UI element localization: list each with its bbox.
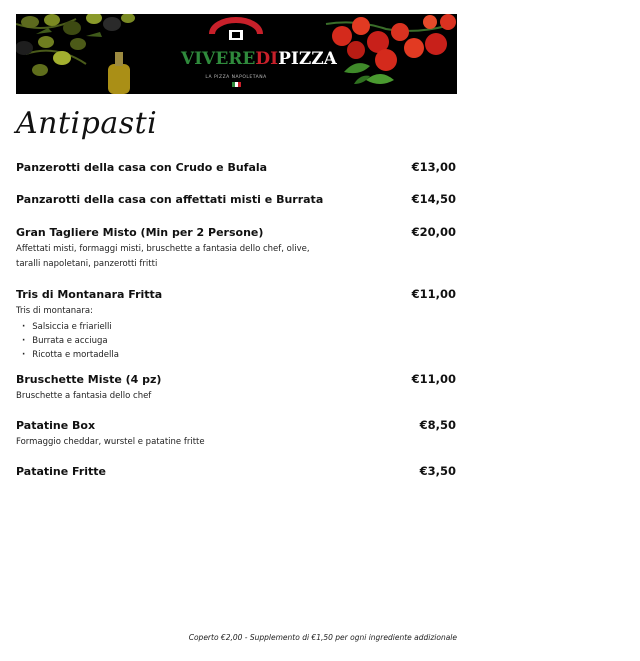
header-banner xyxy=(16,14,457,94)
banner-artwork xyxy=(16,14,457,94)
brand-logo xyxy=(212,20,260,40)
menu-item-name: Panzarotti della casa con affettati misti e Burrata xyxy=(16,193,324,206)
menu-item-price: €8,50 xyxy=(419,418,456,432)
menu-item-description: Tris di montanara: xyxy=(16,306,93,316)
menu-item-name: Tris di Montanara Fritta xyxy=(16,288,163,301)
menu-item-name: Patatine Box xyxy=(16,419,96,432)
menu-item-name: Patatine Fritte xyxy=(16,465,107,478)
menu-item-price: €14,50 xyxy=(411,192,456,206)
menu-item-description: Formaggio cheddar, wurstel e patatine fritte xyxy=(16,437,205,447)
menu-item xyxy=(16,287,456,362)
menu-item-description: Bruschette a fantasia dello chef xyxy=(16,391,152,401)
menu-item-price: €20,00 xyxy=(411,225,456,239)
olives-illustration xyxy=(16,14,135,94)
menu-item-price: €11,00 xyxy=(411,287,456,301)
sublist-item: · Salsiccia e friarielli xyxy=(22,320,456,334)
menu-item-price: €3,50 xyxy=(419,464,456,478)
menu-item-price: €11,00 xyxy=(411,372,456,386)
italian-flag-icon xyxy=(232,82,241,87)
menu-item xyxy=(16,160,456,174)
brand-logo-text: VIVEREDIPIZZA xyxy=(181,49,337,69)
footer-note: Coperto €2,00 - Supplemento di €1,50 per ogni ingrediente addizionale xyxy=(188,633,457,642)
menu-item-name: Bruschette Miste (4 pz) xyxy=(16,373,162,386)
menu-item-sublist xyxy=(22,320,456,362)
sublist-item: · Ricotta e mortadella xyxy=(22,348,456,362)
sublist-item: · Burrata e acciuga xyxy=(22,334,456,348)
menu-item-name: Gran Tagliere Misto (Min per 2 Persone) xyxy=(16,226,264,239)
section-title: Antipasti xyxy=(16,106,158,141)
menu-item xyxy=(16,225,456,272)
menu-item xyxy=(16,464,456,478)
brand-tagline: LA PIZZA NAPOLETANA xyxy=(205,75,267,80)
tomatoes-illustration xyxy=(326,14,456,84)
menu-item-price: €13,00 xyxy=(411,160,456,174)
menu-item xyxy=(16,418,456,450)
menu-item xyxy=(16,372,456,404)
menu-item-description: Affettati misti, formaggi misti, bruschette a fantasia dello chef, olive, taralli napoletani, panzerotti fritti xyxy=(16,244,310,269)
menu-item xyxy=(16,192,456,206)
menu-item-name: Panzerotti della casa con Crudo e Bufala xyxy=(16,161,268,174)
